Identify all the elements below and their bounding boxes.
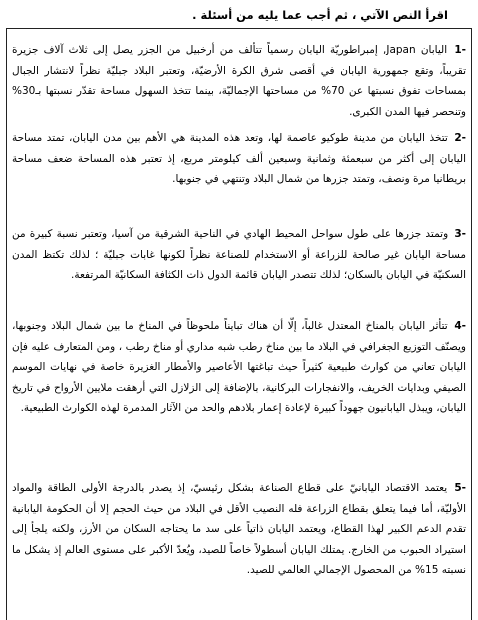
paragraph-2 — [12, 128, 466, 190]
paragraph-number: -5 — [454, 482, 466, 494]
paragraph-text: تتأثر اليابان بالمناخ المعتدل غالباً، إلّا أن هناك تبايناً ملحوظاً في المناخ ما بين شمال البلاد وجنوبها، ويصنّف التوزيع الجغرافي في البلاد ما بين مناخ رطب شبه مداري أو مناخ رطب ، ومن المتعارف عليه فإن اليابان تعاني من كوارث طبيعية كثيراً حيث تباغتها الأعاصير والأمطار الغزيرة خاصة في نهايات الموسم الصيفي وبدايات الخريف، والانفجارات البركانية، بالإضافة إلى الزلازل التي أرهقت ملايين الأرواح في تاريخ اليابان، ويبذل اليابانيون جهوداً كبيرة لإعادة إعمار بلادهم والحد من الآثار المدمرة لهذه الكوارث الطبيعية. — [12, 320, 466, 414]
paragraph-4 — [12, 316, 466, 419]
paragraph-text: وتمتد جزرها على طول سواحل المحيط الهادي في الناحية الشرقية من آسيا، وتعتبر نسبة كبيرة من مساحة اليابان غير صالحة للزراعة أو الاستخدام للصناعة نظراً لكونها غابات جبليّة ؛ لذلك تكتظ المدن السكنيّة في اليابان بالسكان؛ لذلك تتصدر اليابان قائمة الدول ذات الكثافة السكانيّة المرتفعة. — [12, 228, 466, 281]
paragraph-text: يعتمد الاقتصاد اليابانيّ على قطاع الصناعة بشكل رئيسيّ، إذ يصدر بالدرجة الأولى الطاقة والمواد الأوليّة، أما فيما يتعلق بقطاع الزراعة فله النصيب الأقل في البلاد من حيث الحجم إلا أن الحكومة اليابانية تقدم الدعم الكبير لهذا القطاع، ويعتمد اليابان ذاتياً على سد ما يحتاجه السكان من الأرز، ولكنه يلجأ إلى استيراد الحبوب من الخارج. يمتلك اليابان أسطولاً خاصاً للصيد، ويُعدّ الأكبر على مستوى العالم إذ يشكل ما نسبته 15% من المحصول الإجمالي العالمي للصيد. — [12, 482, 466, 576]
paragraph-1 — [12, 40, 466, 122]
paragraph-number: -4 — [454, 320, 466, 332]
paragraph-text: اليابان Japan, إمبراطوريّة اليابان رسمياً تتألف من أرخبيل من الجزر يصل إلى ثلاث آلاف جزيرة تقريباً، وتقع جمهورية اليابان في أقصى شرق الكرة الأرضيّة، وتعتبر البلاد جبليّة نظراً لانتشار الجبال بمساحات تفوق نسبتها عن 70% من مساحتها الإجماليّة، بينما تتخذ السهول مساحة تقدّر نسبتها بـ30% وتنحصر فيها المدن الكبرى. — [12, 44, 466, 118]
instruction-title: اقرأ النص الآتي ، ثم أجب عما يليه من أسئلة . — [192, 8, 448, 22]
paragraph-3 — [12, 224, 466, 286]
paragraph-number: -1 — [454, 44, 467, 56]
paragraph-5 — [12, 478, 466, 581]
paragraph-text: تتخذ اليابان من مدينة طوكيو عاصمة لها، وتعد هذه المدينة هي الأهم بين مدن اليابان، تمتد مساحة اليابان إلى أكثر من سبعمئة وثمانية وسبعين ألف كيلومتر مربع، إذ تعتبر هذه المساحة ضعف مساحة بريطانيا مرة ونصف، وتمتد جزرها من شمال البلاد وتنتهي في جنوبها. — [12, 132, 466, 185]
paragraph-number: -2 — [454, 132, 466, 144]
paragraph-number: -3 — [454, 228, 466, 240]
